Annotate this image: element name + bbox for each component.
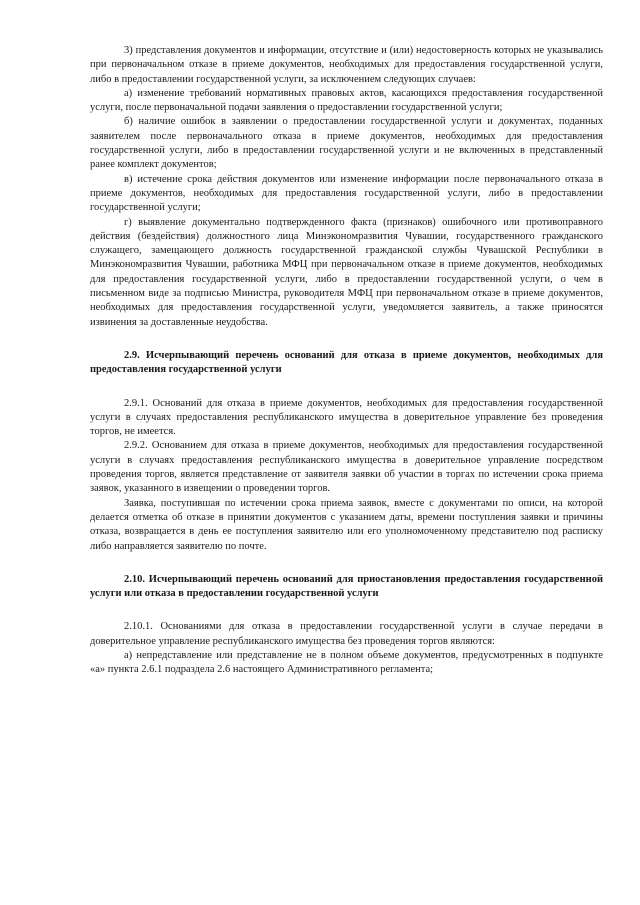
- paragraph-subitem-b: б) наличие ошибок в заявлении о предоставлении государственной услуги и документах, поданных заявителем после первоначального отказа в приеме документов, необходимых для предоставления государственной услуги, либо в предоставлении государственной услуги и не включенных в представленный ранее комплект документов;: [90, 116, 603, 171]
- paragraph-2-9-1: 2.9.1. Оснований для отказа в приеме документов, необходимых для предоставления государственной услуги в случаях предоставления республиканского имущества в доверительное управление без проведения торгов, не имеется.: [90, 397, 603, 438]
- paragraph-subitem-g: г) выявление документально подтвержденного факта (признаков) ошибочного или противоправного действия (бездействия) должностного лица Минэкономразвития Чувашии, государственного гражданского служащего, замещающего должность государственной гражданской службы Чувашской Республики в Минэкономразвития Чувашии, работника МФЦ при первоначальном отказе в приеме документов, необходимых для предоставления государственной услуги, либо в предоставлении государственной услуги, о чем в письменном виде за подписью Министра, руководителя МФЦ при первоначальном отказе в приеме документов, необходимых для предоставления государственной услуги, уведомляется заявитель, а также приносятся извинения за доставленные неудобства.: [90, 216, 603, 328]
- paragraph-subitem-v: в) истечение срока действия документов или изменение информации после первоначального отказа в приеме документов, необходимых для предоставления государственной услуги, либо в предоставлении государственной услуги;: [90, 173, 603, 214]
- paragraph-2-10-1-a: а) непредставление или представление не в полном объеме документов, предусмотренных в подпункте «а» пункта 2.6.1 подраздела 2.6 настоящего Административного регламента;: [90, 649, 603, 676]
- section-heading-2-9: 2.9. Исчерпывающий перечень оснований для отказа в приеме документов, необходимых для предоставления государственной услуги: [90, 349, 603, 376]
- paragraph-subitem-a: а) изменение требований нормативных правовых актов, касающихся предоставления государственной услуги, после первоначальной подачи заявления о предоставлении государственной услуги;: [90, 87, 603, 114]
- paragraph-2-9-application: Заявка, поступившая по истечении срока приема заявок, вместе с документами по описи, на которой делается отметка об отказе в принятии документов с указанием даты, времени поступления заявки и причины отказа, возвращается в день ее поступления заявителю или его уполномоченному представителю под расписку либо направляется заявителю по почте.: [90, 497, 603, 552]
- paragraph-item-3: 3) представления документов и информации, отсутствие и (или) недостоверность которых не указывались при первоначальном отказе в приеме документов, необходимых для предоставления государственной услуги, либо в предоставлении государственной услуги, за исключением следующих случаев:: [90, 45, 603, 85]
- paragraph-2-9-2: 2.9.2. Основанием для отказа в приеме документов, необходимых для предоставления государственной услуги в случаях предоставления республиканского имущества в доверительное управление посредством проведения торгов, является представление от заявителя заявки об участии в торгах по истечении срока приема заявок, указанного в извещении о проведении торгов.: [90, 440, 603, 495]
- section-heading-2-10: 2.10. Исчерпывающий перечень оснований для приостановления предоставления государственной услуги или отказа в предоставлении государственной услуги: [90, 573, 603, 600]
- paragraph-2-10-1: 2.10.1. Основаниями для отказа в предоставлении государственной услуги в случае передачи в доверительное управление республиканского имущества без проведения торгов являются:: [90, 621, 603, 647]
